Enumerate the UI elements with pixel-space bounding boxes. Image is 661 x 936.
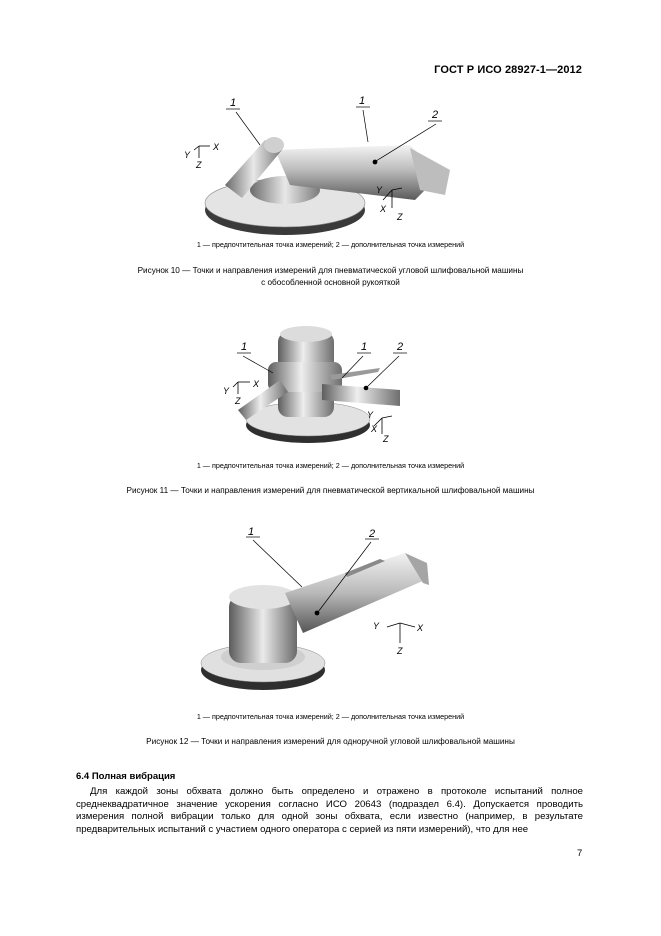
svg-text:Y: Y bbox=[367, 410, 374, 420]
figure-10-illustration bbox=[170, 90, 490, 240]
section-heading: 6.4 Полная вибрация bbox=[76, 771, 176, 782]
svg-text:1: 1 bbox=[248, 526, 255, 538]
svg-text:1: 1 bbox=[241, 341, 248, 353]
svg-text:Z: Z bbox=[397, 212, 403, 222]
figure-10-caption-line1: Рисунок 10 — Точки и направления измерений для пневматической угловой шлифовальной машины bbox=[137, 266, 524, 275]
svg-text:X: X bbox=[380, 204, 387, 214]
svg-text:Y: Y bbox=[373, 621, 380, 631]
svg-text:X: X bbox=[371, 424, 378, 434]
svg-text:X: X bbox=[417, 623, 424, 633]
svg-text:1: 1 bbox=[361, 341, 368, 353]
label-1-right: 1 bbox=[359, 95, 366, 107]
axis-triad bbox=[387, 623, 415, 643]
tool-body bbox=[285, 553, 425, 633]
figure-12-caption: Рисунок 12 — Точки и направления измерений для одноручной угловой шлифовальной машины bbox=[146, 737, 515, 746]
figure-10-legend: 1 — предпочтительная точка измерений; 2 — дополнительная точка измерений bbox=[196, 240, 465, 249]
figure-12-illustration bbox=[195, 525, 455, 700]
svg-text:Z: Z bbox=[235, 396, 241, 406]
svg-text:X: X bbox=[253, 379, 260, 389]
svg-text:X: X bbox=[213, 142, 220, 152]
svg-text:2: 2 bbox=[397, 341, 404, 353]
svg-text:Z: Z bbox=[397, 646, 403, 656]
svg-text:2: 2 bbox=[369, 528, 376, 540]
page-number: 7 bbox=[577, 848, 583, 859]
label-1-left: 1 bbox=[230, 97, 237, 109]
document-header: ГОСТ Р ИСО 28927-1—2012 bbox=[434, 64, 582, 76]
svg-text:Z: Z bbox=[383, 434, 389, 444]
section-paragraph: Для каждой зоны обхвата должно быть определено и отражено в протоколе испытаний полное среднеквадратичное значение ускорения согласно ИСО 20643 (подраздел 6.4). Допускается проводить измерения полной вибрации только для одной зоны обхвата, если известно (например, в результате предварительных испытаний с участием одного оператора с серией из пяти измерений), что для нее bbox=[76, 786, 583, 835]
svg-text:Y: Y bbox=[223, 386, 230, 396]
axis-triad-left bbox=[233, 382, 250, 394]
svg-text:Y: Y bbox=[376, 185, 383, 195]
figure-11-illustration bbox=[220, 320, 420, 450]
figure-11-caption: Рисунок 11 — Точки и направления измерений для пневматической вертикальной шлифовальной машины bbox=[126, 486, 535, 495]
figure-11-legend: 1 — предпочтительная точка измерений; 2 — дополнительная точка измерений bbox=[196, 461, 465, 470]
figure-12-legend: 1 — предпочтительная точка измерений; 2 — дополнительная точка измерений bbox=[196, 712, 465, 721]
label-2: 2 bbox=[432, 109, 439, 121]
svg-text:Z: Z bbox=[196, 160, 202, 170]
svg-text:Y: Y bbox=[184, 150, 191, 160]
axis-triad-left bbox=[194, 146, 210, 158]
figure-10-caption-line2: с обособленной основной рукояткой bbox=[261, 278, 400, 287]
